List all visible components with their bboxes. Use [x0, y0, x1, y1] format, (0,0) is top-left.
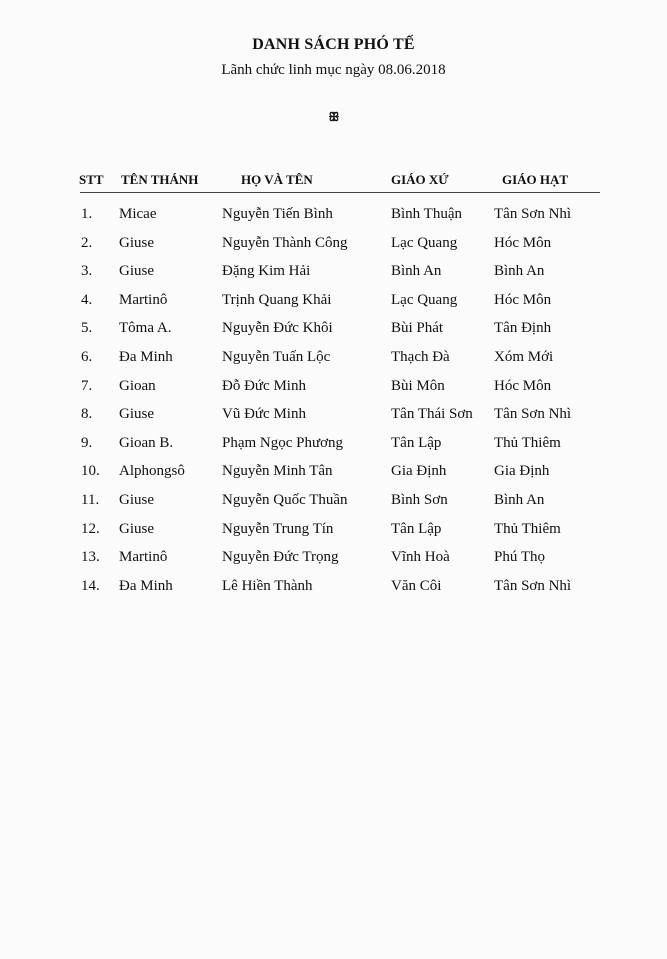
cell-saint-name: Đa Minh: [119, 577, 173, 594]
cell-stt: 5.: [81, 320, 93, 337]
cell-deanery: Thủ Thiêm: [494, 434, 561, 451]
cell-deanery: Bình An: [494, 263, 545, 280]
cell-full-name: Nguyễn Đức Khôi: [222, 320, 333, 337]
cell-stt: 14.: [81, 577, 100, 594]
cell-deanery: Bình An: [494, 491, 545, 508]
cell-full-name: Đặng Kim Hải: [222, 263, 311, 280]
cell-parish: Tân Thái Sơn: [391, 406, 473, 423]
cell-saint-name: Tôma A.: [119, 320, 172, 337]
cell-parish: Bình An: [391, 263, 442, 280]
cell-saint-name: Martinô: [119, 291, 168, 308]
cell-full-name: Nguyễn Đức Trọng: [222, 549, 339, 566]
cell-parish: Lạc Quang: [391, 234, 458, 251]
cell-parish: Bùi Môn: [391, 377, 445, 394]
ornament-icon: ꕥ: [328, 110, 339, 124]
header-divider: [80, 192, 600, 193]
cell-parish: Gia Định: [391, 463, 447, 480]
cell-stt: 12.: [81, 520, 100, 537]
cell-saint-name: Giuse: [119, 234, 154, 251]
header-stt: STT: [79, 172, 104, 187]
cell-saint-name: Gioan: [119, 377, 156, 394]
cell-full-name: Vũ Đức Minh: [222, 406, 306, 423]
cell-stt: 7.: [81, 377, 93, 394]
table-row: [0, 521, 667, 550]
cell-parish: Bùi Phát: [391, 320, 444, 337]
table-row: [0, 320, 667, 349]
header-full-name: HỌ VÀ TÊN: [241, 172, 313, 187]
cell-stt: 2.: [81, 234, 93, 251]
cell-deanery: Hóc Môn: [494, 377, 552, 394]
cell-deanery: Tân Sơn Nhì: [494, 577, 572, 594]
cell-deanery: Tân Sơn Nhì: [494, 406, 572, 423]
header-deanery: GIÁO HẠT: [502, 172, 569, 187]
table-row: [0, 349, 667, 378]
cell-saint-name: Martinô: [119, 549, 168, 566]
cell-stt: 10.: [81, 463, 100, 480]
cell-saint-name: Giuse: [119, 491, 154, 508]
table-row: [0, 578, 667, 607]
cell-full-name: Phạm Ngọc Phương: [222, 434, 344, 451]
cell-deanery: Tân Định: [494, 320, 552, 337]
cell-full-name: Nguyễn Tuấn Lộc: [222, 348, 331, 365]
cell-full-name: Đỗ Đức Minh: [222, 377, 306, 394]
table-body: [0, 206, 667, 606]
cell-stt: 6.: [81, 348, 93, 365]
cell-full-name: Nguyễn Quốc Thuần: [222, 491, 348, 508]
cell-parish: Lạc Quang: [391, 291, 458, 308]
cell-deanery: Tân Sơn Nhì: [494, 206, 572, 222]
document-subtitle: Lãnh chức linh mục ngày 08.06.2018: [221, 62, 446, 78]
cell-parish: Thạch Đà: [391, 348, 450, 365]
cell-parish: Bình Thuận: [391, 206, 462, 222]
cell-parish: Văn Côi: [391, 577, 442, 594]
cell-parish: Tân Lập: [391, 520, 442, 537]
cell-deanery: Phú Thọ: [494, 549, 545, 566]
table-row: [0, 263, 667, 292]
header-saint-name: TÊN THÁNH: [121, 172, 199, 187]
cell-full-name: Trịnh Quang Khải: [222, 291, 332, 308]
cell-stt: 3.: [81, 263, 93, 280]
cell-stt: 1.: [81, 206, 93, 222]
cell-saint-name: Giuse: [119, 520, 154, 537]
table-row: [0, 463, 667, 492]
table-row: [0, 435, 667, 464]
cell-saint-name: Micae: [119, 206, 157, 222]
table-row: [0, 406, 667, 435]
cell-saint-name: Alphongsô: [119, 463, 185, 480]
cell-deanery: Thủ Thiêm: [494, 520, 561, 537]
cell-full-name: Nguyễn Minh Tân: [222, 463, 333, 480]
document-title: DANH SÁCH PHÓ TẾ: [252, 36, 415, 53]
cell-saint-name: Giuse: [119, 263, 154, 280]
cell-full-name: Nguyễn Trung Tín: [222, 520, 334, 537]
cell-saint-name: Giuse: [119, 406, 154, 423]
cell-full-name: Nguyễn Thành Công: [222, 234, 348, 251]
cell-parish: Tân Lập: [391, 434, 442, 451]
cell-stt: 4.: [81, 291, 93, 308]
table-row: [0, 235, 667, 264]
cell-deanery: Xóm Mới: [494, 348, 554, 365]
cell-saint-name: Đa Minh: [119, 348, 173, 365]
cell-deanery: Hóc Môn: [494, 234, 552, 251]
table-row: [0, 378, 667, 407]
table-row: [0, 492, 667, 521]
cell-deanery: Gia Định: [494, 463, 550, 480]
cell-parish: Bình Sơn: [391, 491, 448, 508]
cell-deanery: Hóc Môn: [494, 291, 552, 308]
cell-saint-name: Gioan B.: [119, 434, 174, 451]
table-row: [0, 549, 667, 578]
cell-full-name: Nguyễn Tiến Bình: [222, 206, 333, 222]
cell-stt: 13.: [81, 549, 100, 566]
cell-stt: 11.: [81, 491, 100, 508]
cell-parish: Vĩnh Hoà: [391, 549, 450, 566]
table-row: [0, 292, 667, 321]
cell-full-name: Lê Hiền Thành: [222, 577, 313, 594]
header-parish: GIÁO XỨ: [391, 172, 449, 187]
cell-stt: 8.: [81, 406, 93, 423]
table-row: [0, 206, 667, 235]
cell-stt: 9.: [81, 434, 93, 451]
